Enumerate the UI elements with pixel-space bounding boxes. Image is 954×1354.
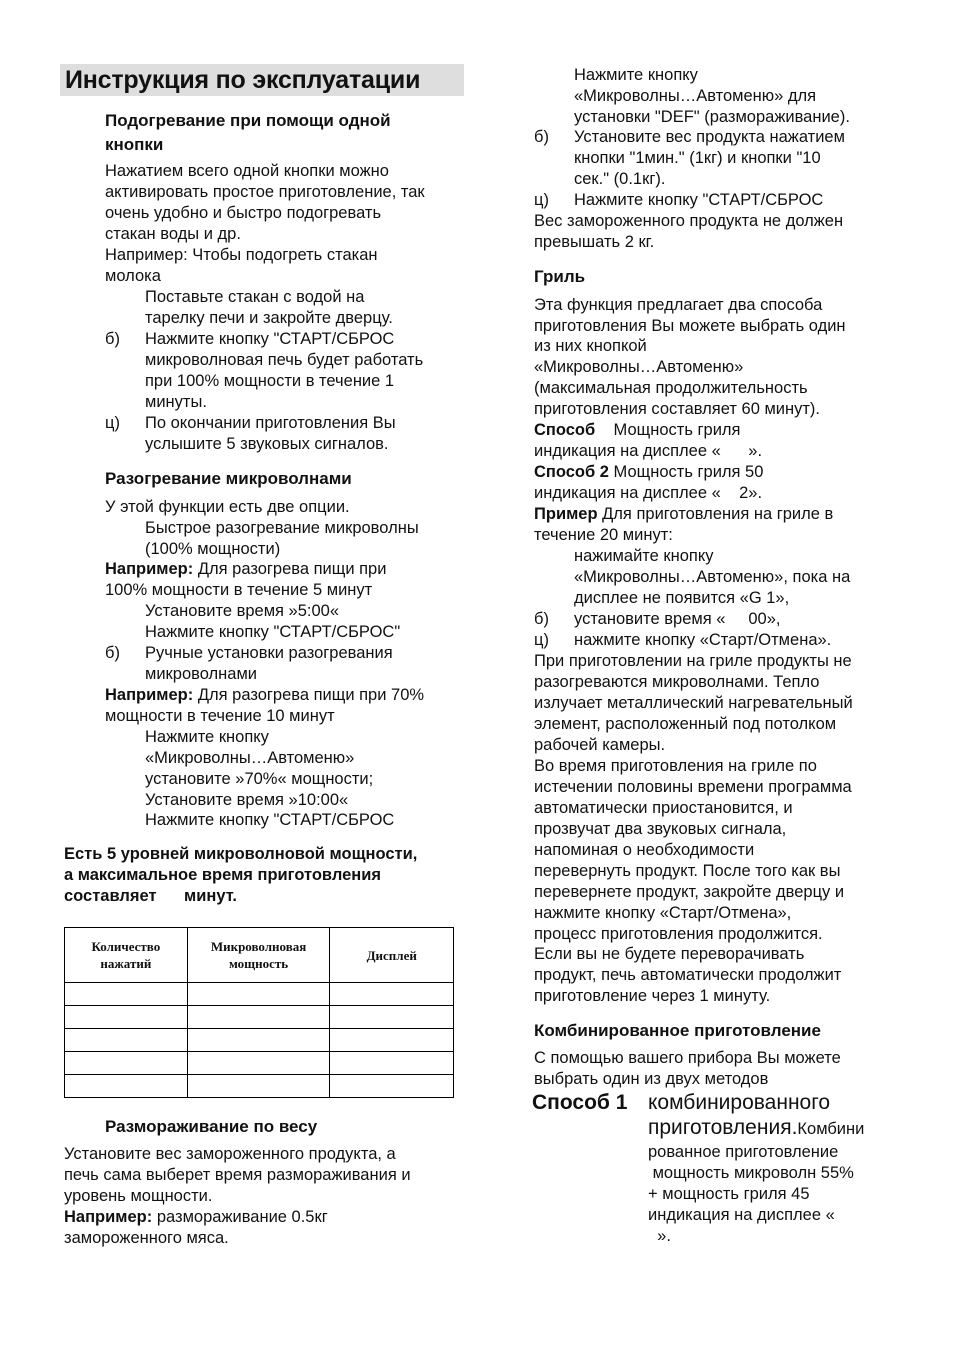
body-text: Нажатием всего одной кнопки можно (105, 162, 389, 180)
step-c-text: Нажмите кнопку "СТАРТ/СБРОС (574, 191, 824, 209)
body-text: из них кнопкой (534, 337, 647, 355)
method-text: Мощность гриля (595, 421, 741, 439)
step-a-text: установки "DEF" (размораживание). (574, 108, 850, 126)
example-step: Установите время »5:00« (145, 602, 340, 620)
option-b-text: Ручные установки разогревания (145, 644, 393, 662)
step-a-text: «Микроволны…Автоменю» для (574, 87, 817, 105)
step-b-text: микроволновая печь будет работать (145, 351, 424, 369)
body-text: рабочей камеры. (534, 736, 666, 754)
table-cell (330, 1029, 454, 1052)
step-a-text: нажимайте кнопку (574, 547, 714, 565)
method-text: индикация на дисплее « 2». (534, 484, 763, 502)
example-label: Например: (105, 686, 194, 704)
table-cell (187, 1052, 330, 1075)
example-step: Нажмите кнопку "СТАРТ/СБРОС" (145, 623, 401, 641)
method-line (534, 420, 740, 441)
example-step: «Микроволны…Автоменю» (145, 749, 355, 767)
body-text: Установите вес замороженного продукта, а (64, 1145, 396, 1163)
body-text: истечении половины времени программа (534, 778, 852, 796)
step-c-label: ц) (534, 631, 549, 649)
body-text: элемент, расположенный под потолком (534, 715, 837, 733)
table-cell (187, 1075, 330, 1098)
section-heading: Размораживание по весу (105, 1117, 318, 1136)
option-a-text: (100% мощности) (145, 540, 281, 558)
method-text: Комбини (797, 1120, 865, 1138)
example-step: Нажмите кнопку (145, 728, 269, 746)
column-header: Микроволновая мощность (187, 928, 330, 983)
table-cell (330, 1006, 454, 1029)
body-text: молока (105, 267, 161, 285)
example-line (105, 685, 424, 706)
option-a-text: Быстрое разогревание микроволны (145, 519, 419, 537)
section-heading: Комбинированное приготовление (534, 1021, 821, 1040)
method-text: + мощность гриля 45 (648, 1185, 810, 1203)
power-table (64, 927, 454, 1098)
page-title: Инструкция по эксплуатации (60, 64, 464, 96)
table-cell (330, 1052, 454, 1075)
step-a-text: дисплее не появится «G 1», (574, 589, 790, 607)
example-step: установите »70%« мощности; (145, 770, 374, 788)
step-a-text: тарелку печи и закройте дверцу. (145, 309, 393, 327)
method-text: ». (648, 1227, 671, 1245)
step-b-text: кнопки "1мин." (1кг) и кнопки "10 (574, 149, 821, 167)
table-cell (65, 1075, 188, 1098)
method-title: комбинированного (648, 1091, 831, 1114)
body-text: Например: Чтобы подогреть стакан (105, 246, 378, 264)
step-c-text: По окончании приготовления Вы (145, 414, 396, 432)
body-text: напоминая о необходимости (534, 841, 755, 859)
method-label: Способ 2 (534, 463, 609, 481)
section-heading: Подогревание при помощи одной (105, 111, 391, 130)
option-b-text: микроволнами (145, 665, 258, 683)
body-text: автоматически приостановится, и (534, 799, 793, 817)
step-a-text: «Микроволны…Автоменю», пока на (574, 568, 851, 586)
example-label: Например: (64, 1208, 153, 1226)
section-heading: кнопки (105, 135, 164, 154)
example-text: размораживание 0.5кг (152, 1208, 328, 1226)
column-header: Количество нажатий (65, 928, 188, 983)
method-text: рованное приготовление (648, 1143, 839, 1161)
example-text: течение 20 минут: (534, 526, 673, 544)
power-note-line: Есть 5 уровней микроволновой мощности, (64, 845, 418, 863)
body-text: продукт, печь автоматически продолжит (534, 966, 842, 984)
column-header: Дисплей (330, 928, 454, 983)
power-note-line: составляет минут. (64, 887, 237, 905)
body-text: разогреваются микроволнами. Тепло (534, 673, 820, 691)
step-c-label: ц) (534, 191, 549, 209)
body-text: У этой функции есть две опции. (105, 498, 350, 516)
body-text: При приготовлении на гриле продукты не (534, 652, 852, 670)
body-text: С помощью вашего прибора Вы можете (534, 1049, 841, 1067)
method-text: индикация на дисплее « ». (534, 442, 763, 460)
table-cell (187, 1029, 330, 1052)
table-cell (65, 983, 188, 1006)
body-text: приготовления составляет 60 минут). (534, 400, 821, 418)
power-note-line: а максимальное время приготовления (64, 866, 382, 884)
body-text: приготовления Вы можете выбрать один (534, 317, 846, 335)
method-title-line (648, 1117, 864, 1140)
section-heading: Разогревание микроволнами (105, 469, 352, 488)
option-b-label: б) (105, 644, 120, 662)
note-text: превышать 2 кг. (534, 233, 655, 251)
body-text: Если вы не будете переворачивать (534, 945, 805, 963)
step-c-text: нажмите кнопку «Старт/Отмена». (574, 631, 832, 649)
table-cell (187, 983, 330, 1006)
body-text: прозвучат два звуковых сигнала, (534, 820, 787, 838)
table-row (65, 1075, 454, 1098)
note-text: Вес замороженного продукта не должен (534, 212, 844, 230)
body-text: очень удобно и быстро подогревать (105, 204, 382, 222)
example-step: Установите время »10:00« (145, 791, 349, 809)
step-b-text: при 100% мощности в течение 1 (145, 372, 395, 390)
body-text: процесс приготовления продолжится. (534, 925, 823, 943)
step-c-label: ц) (105, 414, 120, 432)
body-text: стакан воды и др. (105, 225, 241, 243)
table-row (65, 983, 454, 1006)
example-line (534, 504, 833, 525)
example-text: Для разогрева пищи при 70% (193, 686, 425, 704)
table-cell (65, 1029, 188, 1052)
example-text: Для приготовления на гриле в (597, 505, 834, 523)
body-text: Эта функция предлагает два способа (534, 296, 823, 314)
body-text: приготовление через 1 минуту. (534, 987, 771, 1005)
example-label: Например: (105, 560, 194, 578)
step-a-text: Нажмите кнопку (574, 66, 698, 84)
body-text: «Микроволны…Автоменю» (534, 358, 744, 376)
body-text: излучает металлический нагревательный (534, 694, 853, 712)
example-label: Пример (534, 505, 598, 523)
table-header-row (65, 928, 454, 983)
step-b-text: установите время « 00», (574, 610, 781, 628)
step-b-label: б) (534, 610, 549, 628)
step-b-text: сек." (0.1кг). (574, 170, 666, 188)
example-text: 100% мощности в течение 5 минут (105, 581, 373, 599)
table-row (65, 1029, 454, 1052)
method-line (534, 462, 763, 483)
table-cell (65, 1006, 188, 1029)
example-text: замороженного мяса. (64, 1229, 229, 1247)
step-b-text: минуты. (145, 393, 207, 411)
method-text: мощность микроволн 55% (648, 1164, 854, 1182)
example-text: Для разогрева пищи при (193, 560, 387, 578)
step-c-text: услышите 5 звуковых сигналов. (145, 435, 389, 453)
step-b-label: б) (105, 330, 120, 348)
table-row (65, 1006, 454, 1029)
method-text: Мощность гриля 50 (608, 463, 764, 481)
table-cell (330, 1075, 454, 1098)
body-text: уровень мощности. (64, 1187, 213, 1205)
body-text: печь сама выберет время размораживания и (64, 1166, 411, 1184)
method-label: Способ (534, 421, 596, 439)
example-line (64, 1207, 328, 1228)
step-b-text: Установите вес продукта нажатием (574, 128, 845, 146)
example-step: Нажмите кнопку "СТАРТ/СБРОС (145, 811, 395, 829)
method-text: индикация на дисплее « (648, 1206, 835, 1224)
step-a-text: Поставьте стакан с водой на (145, 288, 365, 306)
table-cell (187, 1006, 330, 1029)
method-title: приготовления. (648, 1116, 798, 1139)
table-cell (330, 983, 454, 1006)
example-text: мощности в течение 10 минут (105, 707, 335, 725)
body-text: перевернете продукт, закройте дверцу и (534, 883, 845, 901)
body-text: перевернуть продукт. После того как вы (534, 862, 841, 880)
step-b-text: Нажмите кнопку "СТАРТ/СБРОС (145, 330, 395, 348)
step-b-label: б) (534, 128, 549, 146)
body-text: (максимальная продолжительность (534, 379, 808, 397)
section-heading: Гриль (534, 267, 586, 286)
body-text: выбрать один из двух методов (534, 1070, 769, 1088)
example-line (105, 559, 386, 580)
body-text: нажмите кнопку «Старт/Отмена», (534, 904, 792, 922)
table-row (65, 1052, 454, 1075)
table-cell (65, 1052, 188, 1075)
body-text: активировать простое приготовление, так (105, 183, 425, 201)
method-label: Способ 1 (532, 1091, 628, 1114)
body-text: Во время приготовления на гриле по (534, 757, 817, 775)
